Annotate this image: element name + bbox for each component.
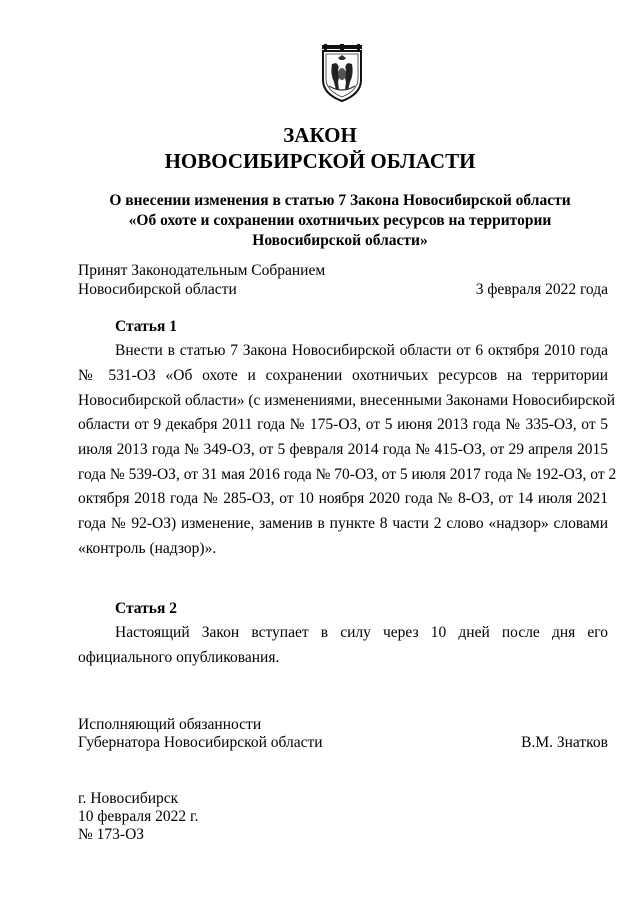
adoption-date: 3 февраля 2022 года: [475, 281, 608, 298]
law-number: № 173-ОЗ: [78, 826, 145, 843]
article-2-text-line: Настоящий Закон вступает в силу через 10 дней после дня его: [115, 624, 608, 641]
article-1-text-line: года № 92-ОЗ) изменение, заменив в пункте 8 части 2 слово «надзор» словами: [78, 515, 608, 532]
document-title-line-2: НОВОСИБИРСКОЙ ОБЛАСТИ: [164, 149, 476, 173]
article-1-text-line: № 531-ОЗ «Об охоте и сохранении охотничьих ресурсов на территории: [78, 367, 608, 384]
document-title-line-1: ЗАКОН: [283, 123, 357, 147]
article-1-text-line: области от 9 декабря 2011 года № 175-ОЗ, от 5 июня 2013 года № 335-ОЗ, от 5: [78, 416, 608, 433]
signing-date: 10 февраля 2022 г.: [78, 808, 199, 825]
article-1-heading: Статья 1: [115, 318, 177, 335]
article-1-text-line: октября 2018 года № 285-ОЗ, от 10 ноября 2020 года № 8-ОЗ, от 14 июля 2021: [78, 490, 608, 507]
adoption-line-1: Принят Законодательным Собранием: [78, 262, 326, 279]
coat-of-arms-emblem: [318, 44, 366, 102]
law-subtitle-line: Новосибирской области»: [252, 232, 428, 249]
article-1-text-line: Новосибирской области» (с изменениями, внесенными Законами Новосибирской: [78, 392, 616, 409]
article-1-text-line: года № 539-ОЗ, от 31 мая 2016 года № 70-ОЗ, от 5 июля 2017 года № 192-ОЗ, от 2: [78, 466, 617, 483]
law-subtitle: [80, 191, 600, 251]
adoption-line-2: Новосибирской области: [78, 281, 237, 298]
article-2-text-line: официального опубликования.: [78, 649, 280, 666]
law-subtitle-line: О внесении изменения в статью 7 Закона Новосибирской области: [109, 192, 571, 209]
signatory-title-line-1: Исполняющий обязанности: [78, 716, 262, 733]
article-1-text-line: Внести в статью 7 Закона Новосибирской области от 6 октября 2010 года: [115, 342, 608, 359]
signing-city: г. Новосибирск: [78, 790, 179, 807]
article-1-text-line: июля 2013 года № 349-ОЗ, от 5 февраля 2014 года № 415-ОЗ, от 29 апреля 2015: [78, 441, 608, 458]
article-1-text-line: «контроль (надзор)».: [78, 540, 217, 557]
law-subtitle-line: «Об охоте и сохранении охотничьих ресурсов на территории: [128, 212, 552, 229]
article-2-heading: Статья 2: [115, 600, 177, 617]
signatory-name: В.М. Знатков: [521, 734, 608, 751]
signatory-title-line-2: Губернатора Новосибирской области: [78, 734, 323, 751]
